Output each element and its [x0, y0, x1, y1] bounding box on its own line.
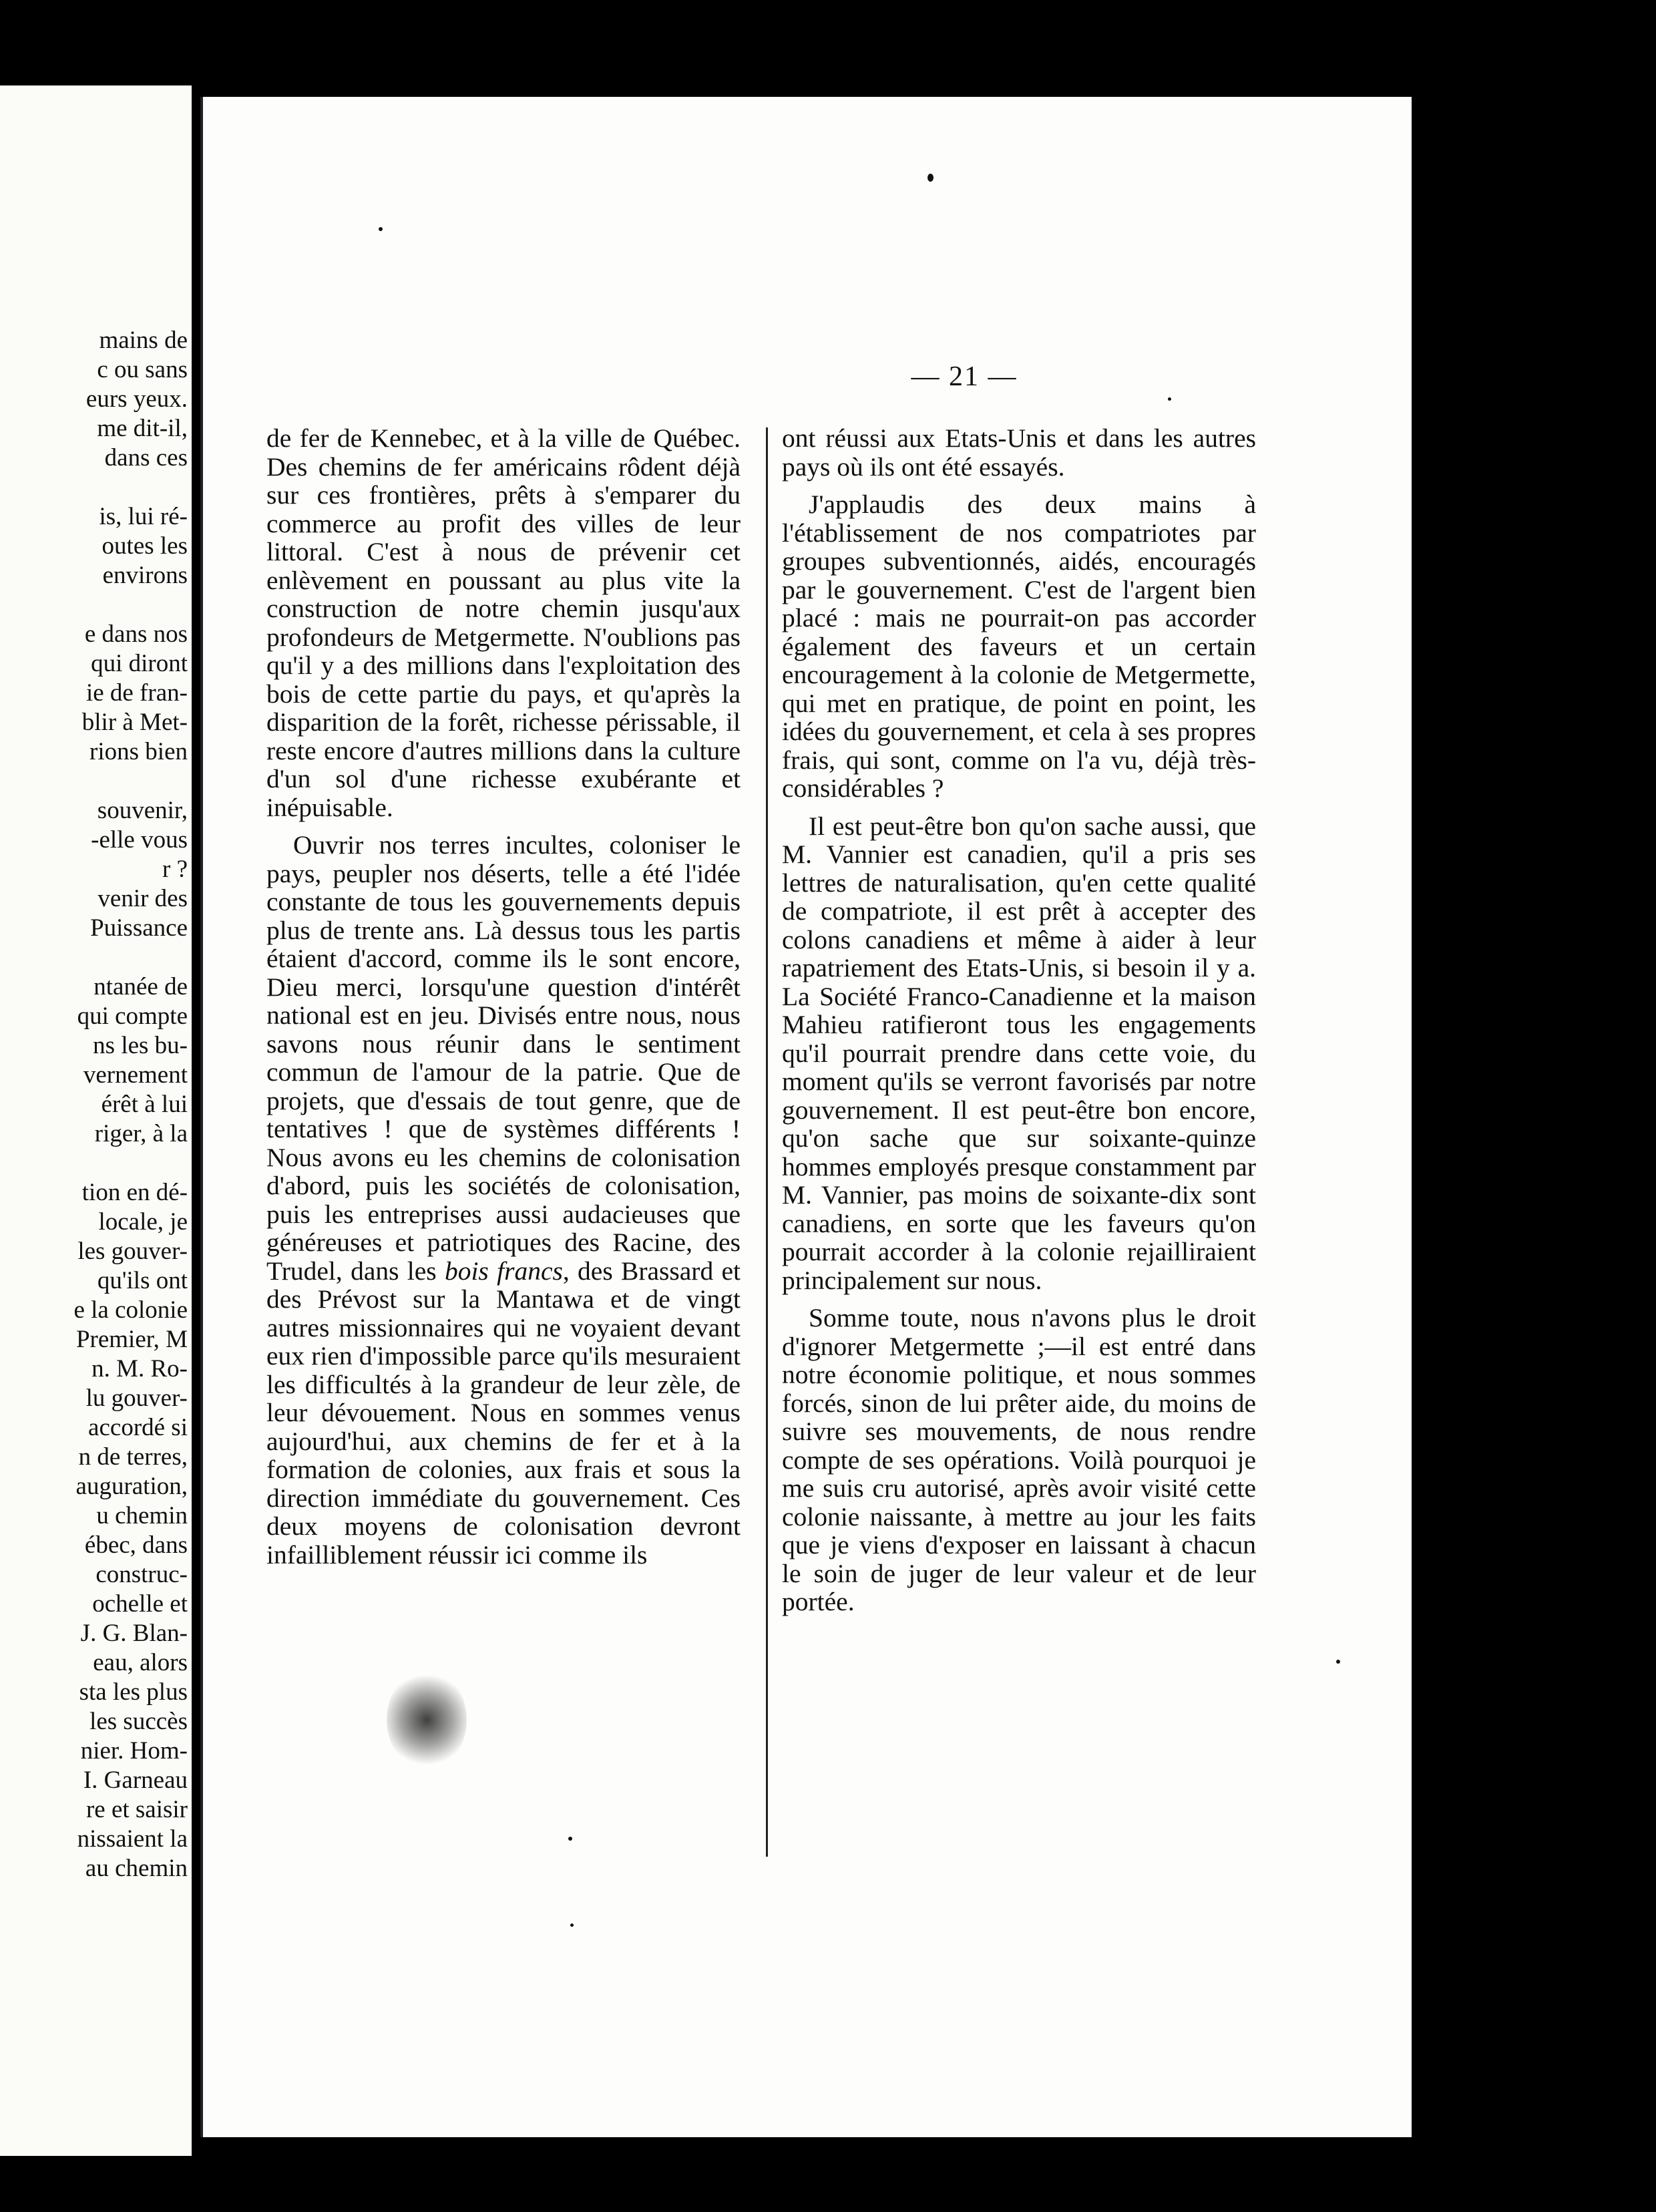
- text-line: me dit-il,: [97, 415, 188, 442]
- paragraph: de fer de Kennebec, et à la ville de Québec. Des chemins de fer américains rôdent déjà sur ces frontières, prêts à s'emparer du commerce au profit des villes de leur littoral. C'est à nous de prévenir cet enlèvement en poussant au plus vite la construction de notre chemin jusqu'aux profondeurs de Metgermette. N'oublions pas qu'il y a des millions dans l'exploitation des bois de cette partie du pays, et qu'après la disparition de la forêt, richesse périssable, il reste encore d'autres millions dans la culture d'un sol d'une richesse exubérante et inépuisable.: [266, 423, 741, 822]
- previous-page-text: [0, 326, 188, 1883]
- text-line: vernement: [83, 1061, 188, 1089]
- text-line: nier. Hom-: [80, 1737, 188, 1765]
- text-line: ébec, dans: [84, 1531, 188, 1559]
- text-line: dans ces: [104, 444, 188, 472]
- text-line: construc-: [95, 1561, 188, 1588]
- text-line: outes les: [101, 532, 188, 560]
- line-gap: [0, 1149, 188, 1178]
- text-line: au chemin: [85, 1855, 188, 1882]
- paragraph-text: Ouvrir nos terres incultes, coloniser le pays, peupler nos déserts, telle a été l'idée constante de tous les gouvernements depuis plus de trente ans. Là dessus tous les partis étaient d'accord, comme ils le sont encore, Dieu merci, lorsqu'une question d'intérêt national est en jeu. Divisés entre nous, nous savons nous réunir dans le sentiment commun de l'amour de la patrie. Que de projets, que d'essais de tout genre, que de tentatives ! que de systèmes différents ! Nous avons eu les chemins de colonisation d'abord, puis les sociétés de colonisation, puis les entreprises aussi audacieuses que généreuses et patriotiques des Racine, des Trudel, dans les: [266, 830, 741, 1286]
- text-line: environs: [102, 562, 188, 589]
- text-line: les succès: [89, 1708, 188, 1735]
- text-line: u chemin: [96, 1502, 188, 1529]
- page-number: — 21 —: [911, 361, 1018, 392]
- text-line: Puissance: [90, 914, 188, 942]
- text-line: mains de: [99, 327, 188, 354]
- paragraph: Il est peut-être bon qu'on sache aussi, que M. Vannier est canadien, qu'il a pris ses lettres de naturalisation, qu'en cette qualité de compatriote, il est prêt à accepter des colons canadiens et même à aider à leur rapatriement des Etats-Unis, si besoin il y a. La Société Franco-Canadienne et la maison Mahieu ratifieront tous les engagements qu'il pourrait prendre dans cette voie, du moment qu'ils se verront favorisés par notre gouvernement. Il est peut-être bon encore, qu'on sache que sur soixante-quinze hommes employés presque constamment par M. Vannier, pas moins de soixante-dix sont canadiens, en sorte que les faveurs qu'on pourrait accorder à la colonie rejailliraient principalement sur nous.: [782, 811, 1256, 1295]
- ink-speck: [1168, 397, 1171, 401]
- text-line: J. G. Blan-: [80, 1620, 188, 1647]
- text-line: is, lui ré-: [99, 503, 188, 530]
- text-line: ns les bu-: [93, 1032, 188, 1059]
- text-line: eau, alors: [93, 1649, 188, 1676]
- text-line: qu'ils ont: [97, 1267, 188, 1294]
- text-column-right: [782, 424, 1256, 1616]
- text-line: tion en dé-: [81, 1179, 188, 1206]
- text-line: blir à Met-: [81, 709, 188, 736]
- text-line: -elle vous: [91, 826, 188, 854]
- ink-speck: [568, 1837, 572, 1841]
- text-line: érêt à lui: [101, 1091, 188, 1118]
- text-line: c ou sans: [97, 356, 188, 383]
- paragraph: J'applaudis des deux mains à l'établissement de nos compatriotes par groupes subventionnés, aidés, encouragés par le gouvernement. C'est de l'argent bien placé : mais ne pourrait-on pas accorder également des faveurs et un certain encouragement à la colonie de Metgermette, qui met en pratique, de point en point, les idées du gouvernement, et cela à ses propres frais, qui sont, comme on l'a vu, déjà très-considérables ?: [782, 490, 1256, 803]
- paragraph: Somme toute, nous n'avons plus le droit d'ignorer Metgermette ;—il est entré dans notre économie politique, et nous sommes forcés, sinon de lui prêter aide, du moins de suivre ses mouvements, de nous rendre compte de ses opérations. Voilà pourquoi je me suis cru autorisé, après avoir visité cette colonie naissante, à mettre au jour les faits que je viens d'exposer en laissant à chacun le soin de juger de leur valeur et de leur portée.: [782, 1303, 1256, 1616]
- previous-page-fragment: [0, 85, 192, 2156]
- text-line: sta les plus: [79, 1678, 188, 1706]
- text-line: n. M. Ro-: [91, 1355, 188, 1382]
- line-gap: [0, 590, 188, 620]
- text-line: Premier, M: [75, 1326, 188, 1353]
- paragraph: [266, 831, 741, 1569]
- text-line: riger, à la: [94, 1120, 188, 1147]
- line-gap: [0, 943, 188, 972]
- text-line: re et saisir: [85, 1796, 188, 1823]
- ink-speck: [379, 227, 383, 231]
- ink-blot: [387, 1670, 467, 1770]
- text-line: I. Garneau: [83, 1767, 188, 1794]
- text-line: r ?: [162, 856, 188, 883]
- text-line: locale, je: [98, 1208, 188, 1236]
- text-line: e la colonie: [73, 1296, 188, 1324]
- text-line: e dans nos: [84, 620, 188, 648]
- text-line: n de terres,: [78, 1443, 188, 1471]
- ink-speck: [570, 1923, 574, 1927]
- text-line: accordé si: [88, 1414, 188, 1441]
- italic-phrase: bois francs: [444, 1256, 563, 1286]
- ink-speck: [1336, 1660, 1340, 1664]
- ink-speck: [927, 174, 934, 182]
- page: [200, 97, 1412, 2137]
- text-line: souvenir,: [97, 797, 188, 824]
- text-line: ie de fran-: [85, 679, 188, 707]
- text-line: qui compte: [77, 1002, 188, 1030]
- paragraph-text: , des Brassard et des Prévost sur la Mantawa et de vingt autres missionnaires qui ne voyaient devant eux rien d'impossible parce qu'ils mesuraient les difficultés à la grandeur de leur zèle, de leur dévouement. Nous en sommes venus aujourd'hui, aux chemins de fer et à la formation de colonies, aux frais et sous la direction immédiate du gouvernement. Ces deux moyens de colonisation devront infailliblement réussir ici comme ils: [266, 1256, 741, 1570]
- paragraph: ont réussi aux Etats-Unis et dans les autres pays où ils ont été essayés.: [782, 423, 1256, 482]
- text-line: venir des: [97, 885, 188, 912]
- text-line: eurs yeux.: [85, 385, 188, 413]
- text-line: ochelle et: [92, 1590, 188, 1618]
- text-line: nissaient la: [77, 1825, 188, 1853]
- text-line: rions bien: [89, 738, 188, 765]
- text-line: les gouver-: [77, 1238, 188, 1265]
- text-line: auguration,: [75, 1473, 188, 1500]
- text-line: lu gouver-: [85, 1385, 188, 1412]
- line-gap: [0, 473, 188, 502]
- column-divider: [766, 427, 768, 1857]
- text-line: qui diront: [91, 650, 188, 677]
- text-line: ntanée de: [93, 973, 188, 1000]
- line-gap: [0, 767, 188, 796]
- text-column-left: [266, 424, 741, 1569]
